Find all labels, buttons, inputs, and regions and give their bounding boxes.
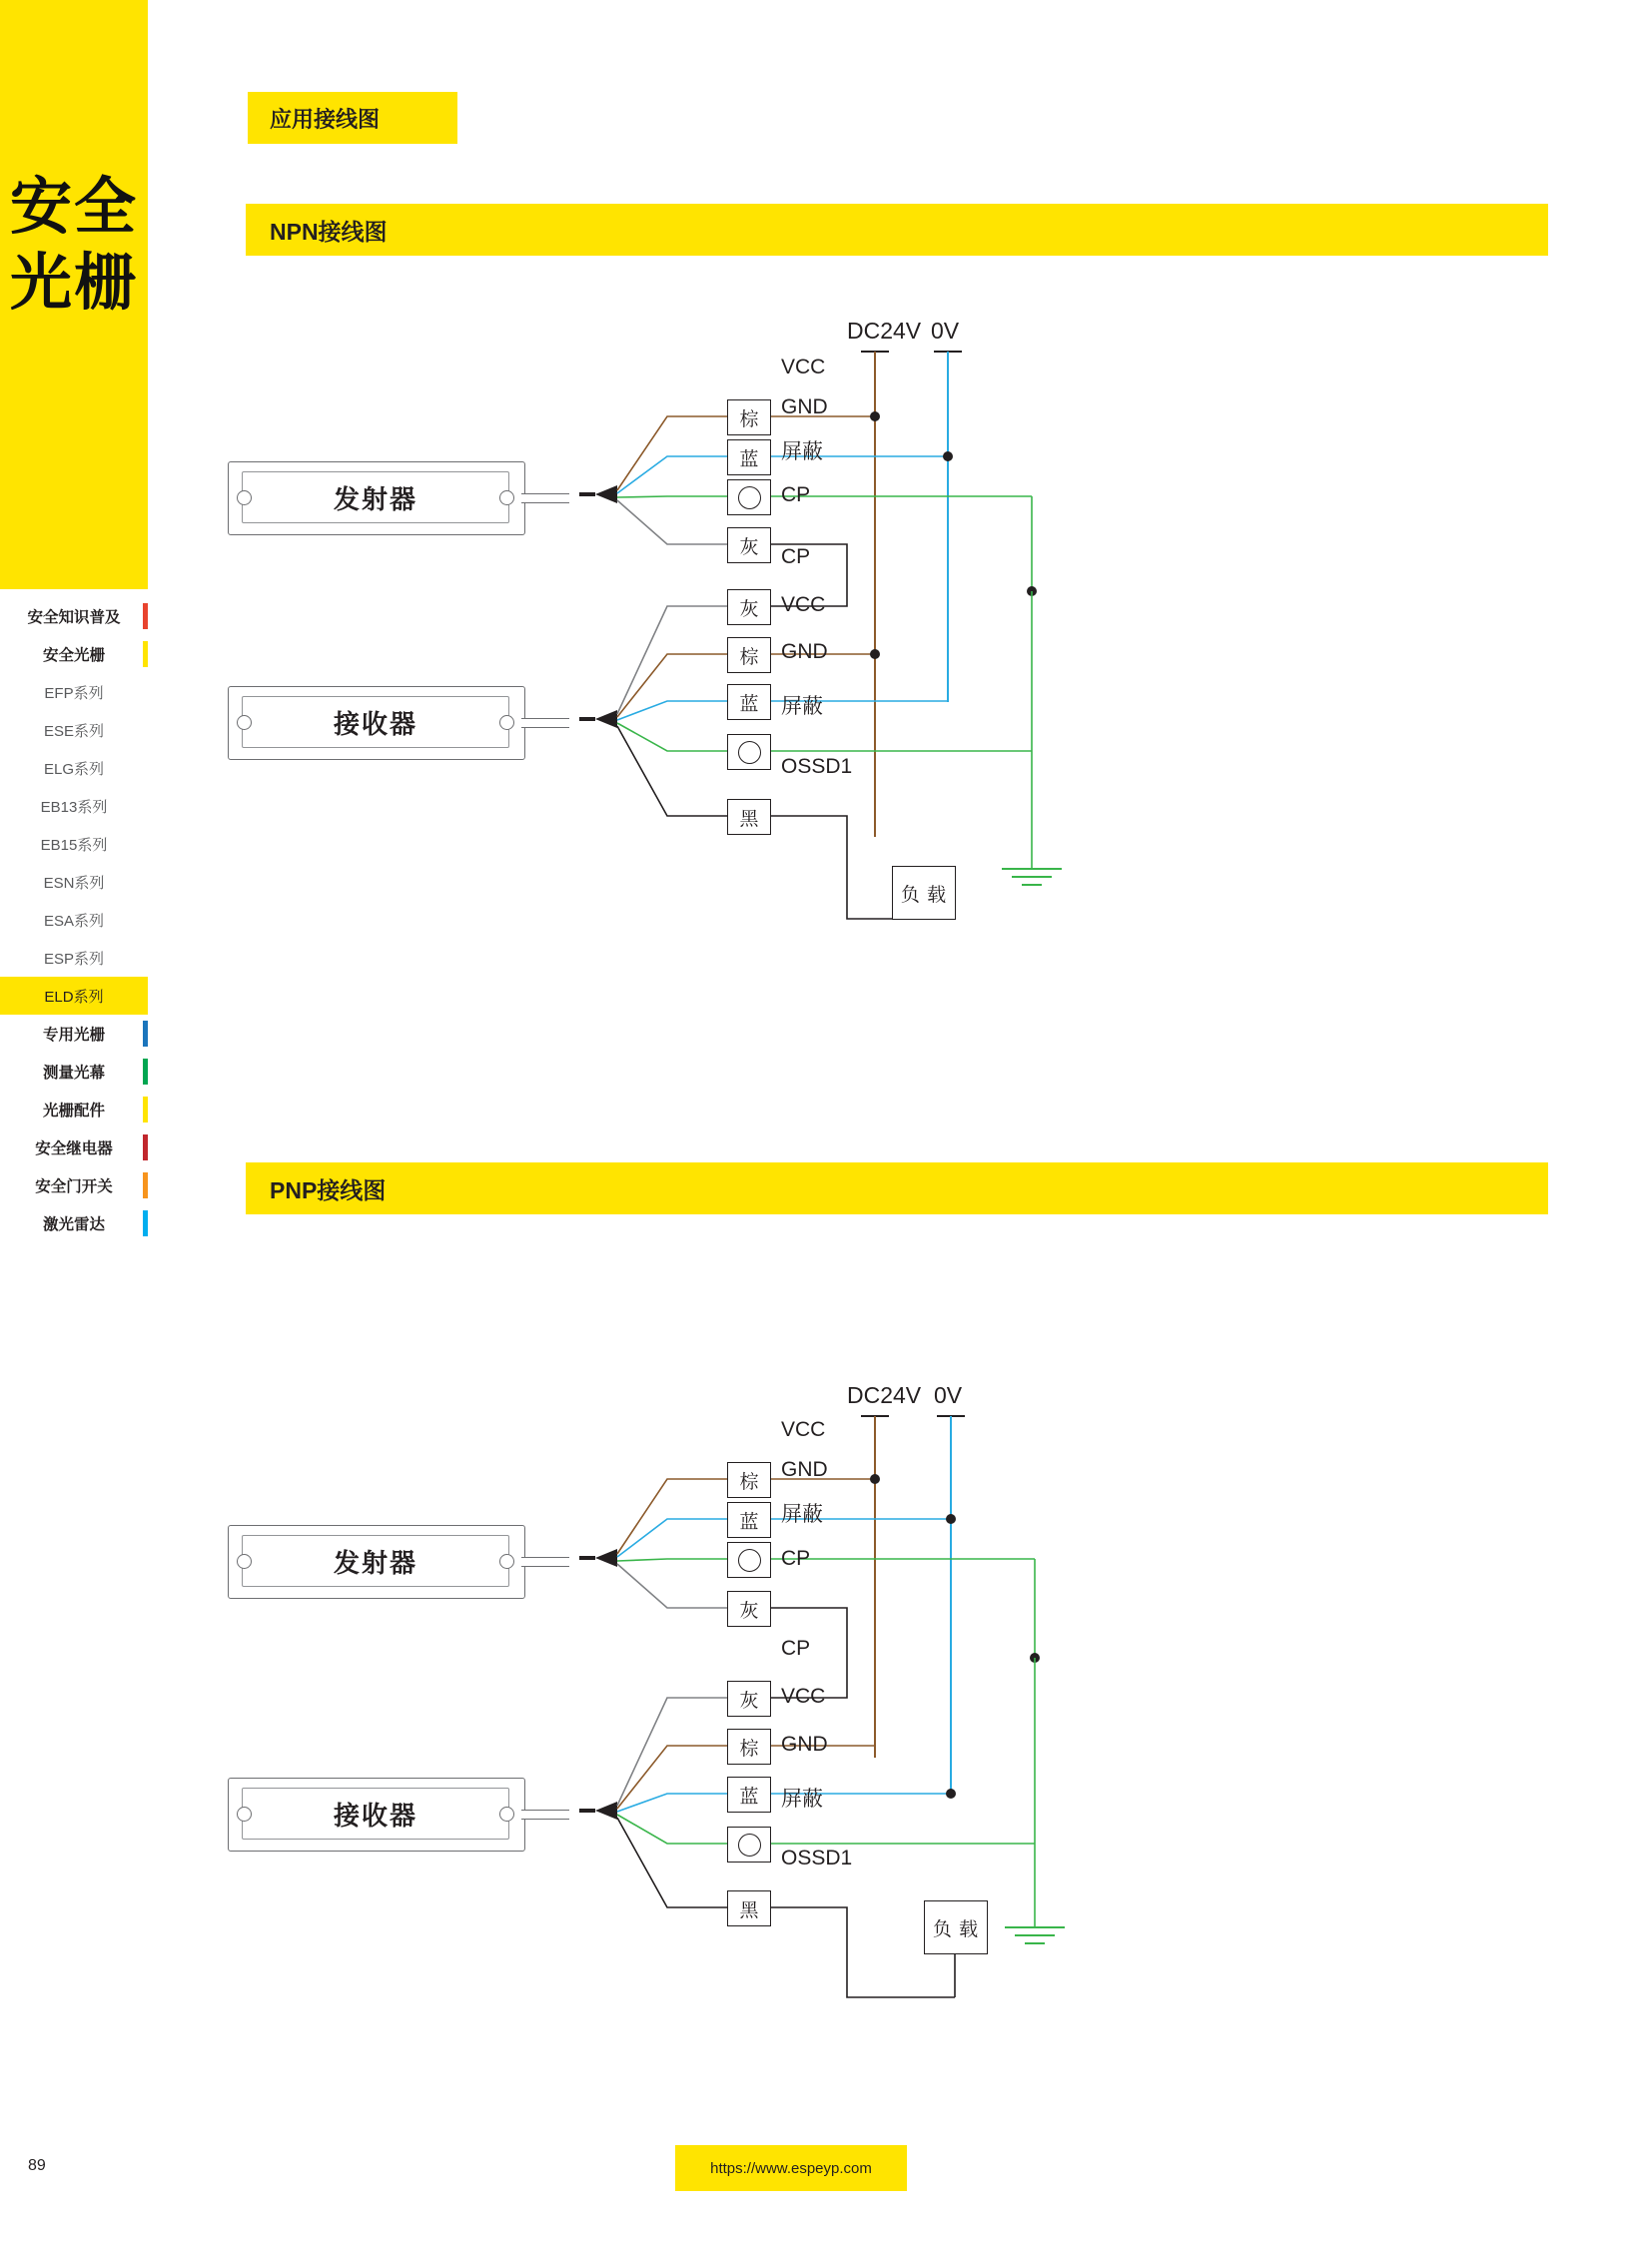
pin-label-ossd1-receiver-pnp: OSSD1 [781, 1847, 853, 1869]
section-title-pnp: PNP接线图 [246, 1162, 1548, 1214]
page-content [148, 0, 1652, 2241]
receiver-label: 接收器 [333, 708, 417, 739]
sidebar-item-esp[interactable] [0, 939, 148, 977]
pin-label-cp-emitter-pnp: CP [781, 1547, 811, 1570]
sidebar-item-special-curtain[interactable] [0, 1015, 148, 1053]
pin-label-cp-receiver-pnp: CP [781, 1637, 811, 1660]
sidebar-item-label: ESP系列 [43, 950, 104, 968]
sidebar-item-label: ESN系列 [43, 874, 105, 892]
sidebar-section-tab [0, 0, 148, 589]
rail-label-0v-pnp: 0V [934, 1382, 963, 1408]
terminal-blue-receiver-pnp: 蓝 [727, 1777, 771, 1813]
device-cable [521, 1557, 569, 1567]
pin-label-vcc-emitter-pnp: VCC [781, 1418, 826, 1441]
sidebar-item-label: 安全知识普及 [27, 609, 121, 626]
sidebar-item-label: ELG系列 [43, 760, 104, 778]
pin-label-gnd-emitter-npn: GND [781, 395, 828, 418]
terminal-blue-receiver-npn: 蓝 [727, 684, 771, 720]
terminal-brown-receiver-pnp: 棕 [727, 1729, 771, 1765]
sidebar-item-eld[interactable] [0, 977, 148, 1015]
pin-label-shield-emitter-pnp: 屏蔽 [781, 1503, 823, 1526]
pin-label-shield-receiver-pnp: 屏蔽 [781, 1788, 823, 1811]
sidebar-item-label: ELD系列 [44, 988, 104, 1006]
pin-label-shield-receiver-npn: 屏蔽 [781, 695, 823, 718]
sidebar-item-label: 安全光栅 [42, 647, 105, 664]
terminal-black-receiver-pnp: 黑 [727, 1890, 771, 1926]
terminal-brown-receiver-npn: 棕 [727, 637, 771, 673]
terminal-brown-emitter-npn: 棕 [727, 399, 771, 435]
terminal-gray-emitter-npn: 灰 [727, 527, 771, 563]
emitter-label: 发射器 [333, 483, 417, 514]
sidebar-item-esn[interactable] [0, 863, 148, 901]
receiver-label: 接收器 [333, 1800, 417, 1831]
pin-label-cp-emitter-npn: CP [781, 483, 811, 506]
terminal-shield-emitter-pnp [727, 1542, 771, 1578]
pin-label-vcc-receiver-npn: VCC [781, 593, 826, 616]
sidebar [0, 0, 148, 2241]
terminal-gray-emitter-pnp: 灰 [727, 1591, 771, 1627]
shield-circle-icon [738, 1549, 761, 1572]
rail-label-dc24v-pnp: DC24V [847, 1382, 922, 1408]
sidebar-item-label: 安全门开关 [35, 1178, 113, 1195]
sidebar-item-label: 光栅配件 [42, 1103, 105, 1120]
terminal-blue-emitter-npn: 蓝 [727, 439, 771, 475]
pin-label-vcc-emitter-npn: VCC [781, 356, 826, 378]
device-cable [521, 1810, 569, 1820]
footer-url-bar[interactable] [675, 2145, 907, 2191]
sidebar-item-label: 测量光幕 [42, 1065, 105, 1082]
page-number: 89 [28, 2157, 46, 2174]
sidebar-item-label: EFP系列 [44, 684, 104, 702]
load-box-npn: 负 载 [892, 866, 956, 920]
terminal-brown-emitter-pnp: 棕 [727, 1462, 771, 1498]
sidebar-item-efp[interactable] [0, 673, 148, 711]
pin-label-shield-emitter-npn: 屏蔽 [781, 440, 823, 463]
sidebar-item-eb13[interactable] [0, 787, 148, 825]
section-title-npn: NPN接线图 [246, 204, 1548, 256]
sidebar-item-label: 专用光栅 [42, 1027, 105, 1044]
emitter-device-pnp [228, 1525, 523, 1597]
sidebar-item-label: EB13系列 [40, 798, 108, 816]
shield-circle-icon [738, 1834, 761, 1857]
sidebar-item-safety-relay[interactable] [0, 1128, 148, 1166]
terminal-black-receiver-npn: 黑 [727, 799, 771, 835]
pin-label-cp-receiver-npn: CP [781, 545, 811, 568]
load-box-pnp: 负 载 [924, 1900, 988, 1954]
sidebar-item-label: ESE系列 [43, 722, 104, 740]
emitter-label: 发射器 [333, 1547, 417, 1578]
sidebar-item-label: EB15系列 [40, 836, 108, 854]
receiver-device-pnp [228, 1778, 523, 1850]
sidebar-item-label: 安全继电器 [35, 1140, 113, 1157]
sidebar-item-safety-light-curtain[interactable] [0, 635, 148, 673]
footer-url: https://www.espeyp.com [710, 2159, 872, 2177]
terminal-shield-receiver-pnp [727, 1827, 771, 1863]
terminal-gray-receiver-pnp: 灰 [727, 1681, 771, 1717]
sidebar-item-elg[interactable] [0, 749, 148, 787]
sidebar-item-safety-door-switch[interactable] [0, 1166, 148, 1204]
sidebar-item-accessories[interactable] [0, 1091, 148, 1128]
terminal-blue-emitter-pnp: 蓝 [727, 1502, 771, 1538]
sidebar-item-safety-knowledge[interactable] [0, 597, 148, 635]
rail-label-0v-npn: 0V [931, 318, 960, 344]
pin-label-vcc-receiver-pnp: VCC [781, 1685, 826, 1708]
pin-label-gnd-emitter-pnp: GND [781, 1458, 828, 1481]
sidebar-item-label: 激光雷达 [42, 1216, 105, 1233]
pin-label-ossd1-receiver-npn: OSSD1 [781, 755, 853, 778]
sidebar-tab-title: 安全光栅 [9, 173, 138, 318]
section-title-application-wiring: 应用接线图 [248, 92, 457, 144]
sidebar-item-ese[interactable] [0, 711, 148, 749]
rail-label-dc24v-npn: DC24V [847, 318, 922, 344]
pin-label-gnd-receiver-pnp: GND [781, 1733, 828, 1756]
sidebar-item-esa[interactable] [0, 901, 148, 939]
sidebar-item-laser-radar[interactable] [0, 1204, 148, 1242]
pin-label-gnd-receiver-npn: GND [781, 640, 828, 663]
sidebar-item-label: ESA系列 [43, 912, 104, 930]
sidebar-item-eb15[interactable] [0, 825, 148, 863]
sidebar-nav [0, 597, 148, 1242]
terminal-gray-receiver-npn: 灰 [727, 589, 771, 625]
pnp-wiring-lines [148, 0, 1646, 2241]
sidebar-item-measuring-curtain[interactable] [0, 1053, 148, 1091]
